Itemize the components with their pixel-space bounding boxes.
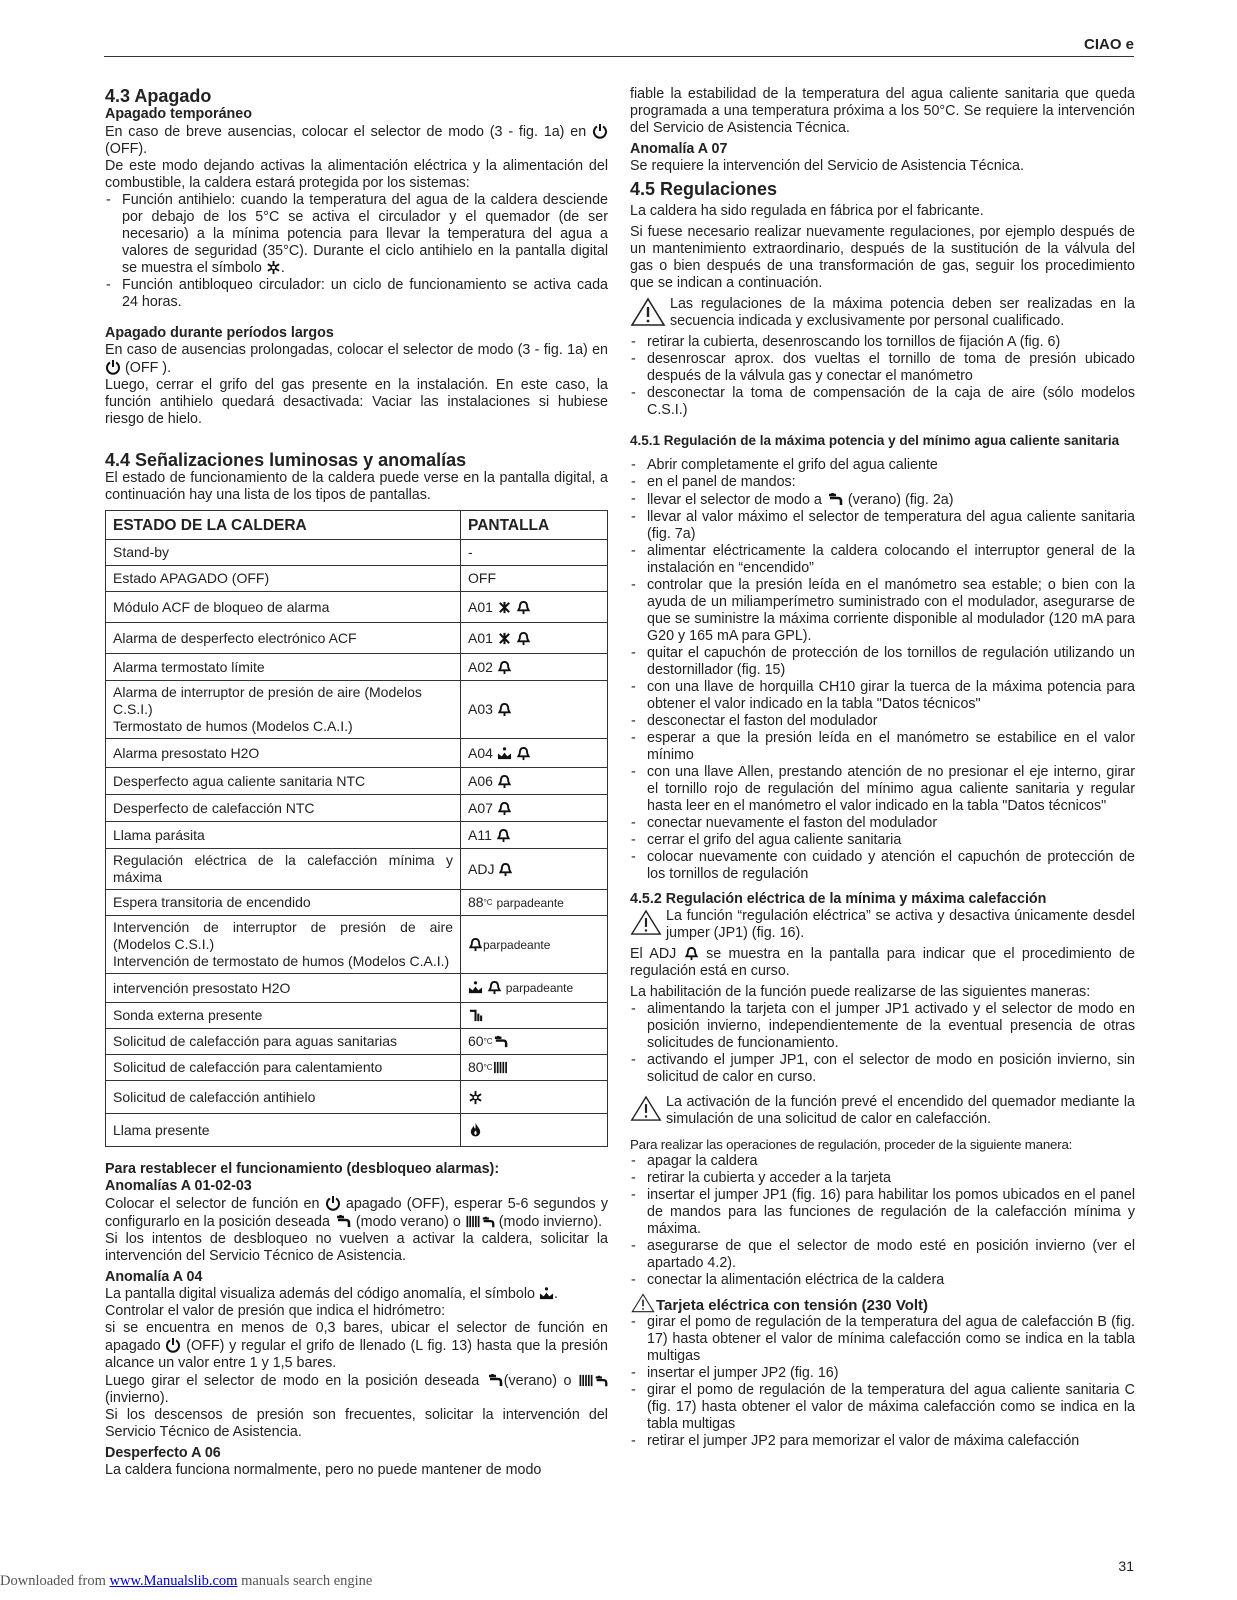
table-row: Alarma presostato H2O A04 — [106, 739, 608, 768]
section-4-4-title: 4.4 Señalizaciones luminosas y anomalías — [105, 450, 467, 470]
paragraph: La habilitación de la función puede realizarse de las siguientes maneras: — [630, 984, 1091, 1000]
tap-icon — [594, 1374, 608, 1388]
paragraph: Controlar el valor de presión que indica el hidrómetro: — [105, 1303, 446, 1319]
bell-icon — [516, 746, 531, 761]
list-item: - desconectar la toma de compensación de la caja de aire (sólo modelos C.S.I.) — [630, 385, 1135, 419]
warning-note: Las regulaciones de la máxima potencia deben ser realizadas en la secuencia indicada y exclusivamente por personal cualificado. — [630, 296, 1135, 330]
list-item: - conectar nuevamente el faston del modulador — [630, 815, 1135, 832]
bell-icon — [684, 946, 699, 961]
fan-alarm-icon — [497, 600, 512, 615]
list-item: - en el panel de mandos: — [630, 474, 1135, 491]
paragraph: si se encuentra en menos de 0,3 bares, ubicar el selector de función en apagado (OFF) y regular el grifo de llenado (L fig. 13) hasta que la presión alcance un valor entre 1 y 1,5 bares. — [105, 1320, 608, 1371]
list-item: - retirar la cubierta, desenroscando los tornillos de fijación A (fig. 6) — [630, 334, 1135, 351]
bell-icon — [497, 801, 512, 816]
list-item: - con una llave Allen, prestando atención de no presionar el eje interno, girar el tornillo rojo de regulación del mínimo agua caliente sanitaria y regular hasta leer en el manómetro el valor indicado en la tabla "Datos técnicos" — [630, 764, 1135, 815]
paragraph: La caldera funciona normalmente, pero no puede mantener de modo — [105, 1462, 542, 1478]
header-title: CIAO e — [1083, 36, 1134, 53]
snowflake-icon — [266, 260, 281, 275]
paragraph: El ADJ se muestra en la pantalla para indicar que el procedimiento de regulación está en curso. — [630, 946, 1135, 979]
list-item: - con una llave de horquilla CH10 girar la tuerca de la máxima potencia para obtener el valor indicado en la tabla "Datos técnicos" — [630, 679, 1135, 713]
radiator-icon — [465, 1214, 481, 1229]
tap-icon — [486, 1372, 504, 1388]
bell-icon — [468, 937, 483, 952]
list — [630, 1314, 1135, 1450]
list-item: - Función antihielo: cuando la temperatura del agua de la caldera desciende por debajo de los 5°C se activa el circulador y el quemador (de ser necesario) a la mínima potencia para llevar la temperatura del agua a valores de seguridad (35°C). Durante el ciclo antihielo en la pantalla digital se muestra el símbolo . — [105, 192, 608, 277]
left-column — [105, 86, 608, 1479]
list-item: - colocar nuevamente con cuidado y atención el capuchón de protección de los tornillos de regulación — [630, 849, 1135, 883]
bell-icon — [497, 702, 512, 717]
table-row: Alarma de interruptor de presión de aire (Modelos C.S.I.) Termostato de humos (Modelos C.A.I.) A03 — [106, 681, 608, 739]
bell-icon — [497, 660, 512, 675]
table-row: Solicitud de calefacción para calentamiento $80^{^\circ C}$ — [106, 1055, 608, 1081]
paragraph: Si los descensos de presión son frecuentes, solicitar la intervención del Servicio Técnico de Asistencia. — [105, 1407, 608, 1440]
list-item: - esperar a que la presión leída en el manómetro se estabilice en el valor mínimo — [630, 730, 1135, 764]
paragraph: En caso de breve ausencias, colocar el selector de modo (3 - fig. 1a) en (OFF). — [105, 123, 608, 158]
table-row: Solicitud de calefacción antihielo — [106, 1081, 608, 1114]
warning-note: La activación de la función prevé el encendido del quemador mediante la simulación de una solicitud de calor en calefacción. — [630, 1094, 1135, 1128]
column-header-pantalla: PANTALLA — [461, 511, 608, 540]
water-pressure-icon — [468, 980, 483, 995]
table-row: Espera transitoria de encendido $88^{^\circ C}$ parpadeante — [106, 890, 608, 916]
table-header-row — [106, 511, 608, 540]
bell-icon — [487, 980, 502, 995]
table-row: Llama parásita A11 — [106, 822, 608, 849]
desperfecto-a06-title: Desperfecto A 06 — [105, 1445, 221, 1461]
tap-icon — [493, 1034, 508, 1049]
list — [630, 1153, 1135, 1289]
list-item: - alimentar eléctricamente la caldera colocando el interruptor general de la instalación en “encendido” — [630, 543, 1135, 577]
list-item: - retirar la cubierta y acceder a la tarjeta — [630, 1170, 1135, 1187]
paragraph: Para realizar las operaciones de regulación, proceder de la siguiente manera: — [630, 1137, 1073, 1152]
table-row: Solicitud de calefacción para aguas sanitarias $60^{^\circ C}$ — [106, 1029, 608, 1055]
column-header-estado: ESTADO DE LA CALDERA — [106, 511, 461, 540]
paragraph: Colocar el selector de función en apagado (OFF), esperar 5-6 segundos y configurarlo en la posición deseada (modo verano) o (modo invierno). — [105, 1196, 608, 1230]
paragraph: fiable la estabilidad de la temperatura del agua caliente sanitaria que queda programada a una temperatura próxima a los 50°C. Se requiere la intervención del Servicio de Asistencia Técnica. — [630, 86, 1135, 136]
table-row: Alarma termostato límite A02 — [106, 654, 608, 681]
external-probe-icon — [468, 1008, 483, 1023]
table-row: Estado APAGADO (OFF) OFF — [106, 566, 608, 592]
list-item: - insertar el jumper JP1 (fig. 16) para habilitar los pomos ubicados en el panel de mandos para las funciones de regulación de la calefacción mínima y máxima. — [630, 1187, 1135, 1238]
table-row: Módulo ACF de bloqueo de alarma A01 — [106, 592, 608, 623]
table-row: Alarma de desperfecto electrónico ACF A01 — [106, 623, 608, 654]
bell-icon — [498, 862, 513, 877]
list-item: - Función antibloqueo circulador: un ciclo de funcionamiento se activa cada 24 horas. — [105, 277, 608, 311]
list-item: - controlar que la presión leída en el manómetro sea estable; o bien con la ayuda de un miliamperímetro suministrado con el modulador, asegurarse de que se suministre la máxima corriente disponible al modulador (120 mA para G20 y 165 mA para GPL). — [630, 577, 1135, 645]
list-item: - activando el jumper JP1, con el selector de modo en posición invierno, sin solicitud de calor en curso. — [630, 1052, 1135, 1086]
table-row: intervención presostato H2O parpadeante — [106, 974, 608, 1003]
anomalia-a07-title: Anomalía A 07 — [630, 141, 728, 157]
paragraph: Luego, cerrar el grifo del gas presente en la instalación. En este caso, la función antihielo quedará desactivada: Vaciar las instalaciones si hubiese riesgo de hielo. — [105, 377, 608, 427]
list-item: - cerrar el grifo del agua caliente sanitaria — [630, 832, 1135, 849]
reset-title: Para restablecer el funcionamiento (desbloqueo alarmas): — [105, 1161, 500, 1177]
list — [630, 457, 1135, 883]
table-row: Llama presente — [106, 1114, 608, 1147]
header-rule — [104, 56, 1134, 57]
table-row: Desperfecto agua caliente sanitaria NTC A06 — [106, 768, 608, 795]
list — [630, 334, 1135, 419]
paragraph: En caso de ausencias prolongadas, colocar el selector de modo (3 - fig. 1a) en (OFF ). — [105, 342, 608, 376]
manualslib-link[interactable]: www.Manualslib.com — [109, 1573, 238, 1589]
list-item: - conectar la alimentación eléctrica de la caldera — [630, 1272, 1135, 1289]
list-item: - retirar el jumper JP2 para memorizar el valor de máxima calefacción — [630, 1433, 1135, 1450]
subtitle-apagado-temporaneo: Apagado temporáneo — [105, 106, 252, 122]
fan-alarm-icon — [497, 631, 512, 646]
table-row: Desperfecto de calefacción NTC A07 — [106, 795, 608, 822]
list-item: - llevar el selector de modo a (verano) (fig. 2a) — [630, 491, 1135, 509]
list-item: - apagar la caldera — [630, 1153, 1135, 1170]
section-4-5-1-title: 4.5.1 Regulación de la máxima potencia y del mínimo agua caliente sanitaria — [630, 433, 1120, 448]
list-item: - desenroscar aprox. dos vueltas el tornillo de toma de presión ubicado después de la válvula gas y conectar el manómetro — [630, 351, 1135, 385]
radiator-icon — [578, 1373, 594, 1388]
anomalia-a04-title: Anomalía A 04 — [105, 1269, 203, 1285]
paragraph: La pantalla digital visualiza además del código anomalía, el símbolo . — [105, 1286, 558, 1302]
paragraph: El estado de funcionamiento de la caldera puede verse en la pantalla digital, a continuación hay una lista de los tipos de pantallas. — [105, 470, 608, 503]
paragraph: Luego girar el selector de modo en la posición deseada (verano) o (invierno). — [105, 1372, 608, 1407]
table-row: Regulación eléctrica de la calefacción mínima y máxima ADJ — [106, 849, 608, 890]
table-row: Stand-by - — [106, 540, 608, 566]
table-row: Sonda externa presente — [106, 1003, 608, 1029]
status-table — [105, 510, 608, 1147]
tap-icon — [826, 491, 844, 507]
warning-note: La función “regulación eléctrica” se activa y desactiva únicamente desdel jumper (JP1) (fig. 16). — [630, 908, 1135, 942]
water-pressure-icon — [497, 746, 512, 761]
section-4-3-title: 4.3 Apagado — [105, 86, 212, 106]
paragraph: Se requiere la intervención del Servicio de Asistencia Técnica. — [630, 158, 1024, 174]
warning-icon — [630, 297, 666, 327]
warning-icon — [630, 909, 662, 936]
bell-icon — [516, 600, 531, 615]
list-item: - insertar el jumper JP2 (fig. 16) — [630, 1365, 1135, 1382]
paragraph: La caldera ha sido regulada en fábrica por el fabricante. — [630, 203, 984, 219]
snowflake-icon — [468, 1090, 483, 1105]
list-item: - llevar al valor máximo el selector de temperatura del agua caliente sanitaria (fig. 7a) — [630, 509, 1135, 543]
paragraph: Si fuese necesario realizar nuevamente regulaciones, por ejemplo después de un mantenimiento extraordinario, después de la sustitución de la válvula del gas o bien después de una transformación de gas, seguir los procedimiento que se indican a continuación. — [630, 224, 1135, 291]
bell-icon — [496, 828, 511, 843]
subtitle-apagado-largos: Apagado durante períodos largos — [105, 325, 334, 341]
flame-icon — [468, 1121, 483, 1138]
paragraph: Si los intentos de desbloqueo no vuelven a activar la caldera, solicitar la intervención del Servicio Técnico de Asistencia. — [105, 1231, 608, 1264]
page-number: 31 — [1118, 1558, 1134, 1574]
download-footer: Downloaded from www.Manualslib.com manuals search engine — [0, 1573, 373, 1589]
power-icon — [165, 1337, 181, 1353]
table-row: Intervención de interruptor de presión de aire (Modelos C.S.I.) Intervención de termostato de humos (Modelos C.A.I.) parpadeante — [106, 916, 608, 974]
warning-icon — [630, 1095, 662, 1122]
anomalias-a01-title: Anomalías A 01-02-03 — [105, 1178, 252, 1194]
list-item: - asegurarse de que el selector de modo esté en posición invierno (ver el apartado 4.2). — [630, 1238, 1135, 1272]
tap-icon — [481, 1215, 495, 1229]
water-pressure-icon — [539, 1286, 554, 1301]
right-column — [630, 86, 1135, 1450]
paragraph: De este modo dejando activas la alimentación eléctrica y la alimentación del combustible, la caldera estará protegida por los sistemas: — [105, 158, 608, 191]
power-icon — [105, 359, 121, 375]
section-4-5-title: 4.5 Regulaciones — [630, 179, 778, 199]
bell-icon — [516, 631, 531, 646]
tension-title: Tarjeta eléctrica con tensión (230 Volt) — [630, 1293, 1135, 1314]
power-icon — [325, 1195, 341, 1211]
radiator-icon — [493, 1060, 508, 1075]
list — [630, 1001, 1135, 1086]
list-item: - desconectar el faston del modulador — [630, 713, 1135, 730]
list-item: - girar el pomo de regulación de la temperatura del agua de calefacción B (fig. 17) hasta obtener el valor de mínima calefacción como se indica en la tabla multigas — [630, 1314, 1135, 1365]
list-item: - alimentando la tarjeta con el jumper JP1 activado y el selector de modo en posición invierno, independientemente de la eventual presencia de otras solicitudes de funcionamiento. — [630, 1001, 1135, 1052]
list-item: - girar el pomo de regulación de la temperatura del agua caliente sanitaria C (fig. 17) hasta obtener el valor de máxima calefacción como se indica en la tabla multigas — [630, 1382, 1135, 1433]
list-item: - quitar el capuchón de protección de los tornillos de regulación utilizando un destornillador (fig. 15) — [630, 645, 1135, 679]
section-4-5-2-title: 4.5.2 Regulación eléctrica de la mínima y máxima calefacción — [630, 891, 1047, 907]
warning-icon — [630, 1293, 656, 1313]
power-icon — [592, 123, 608, 139]
tap-icon — [334, 1213, 352, 1229]
bell-icon — [497, 774, 512, 789]
list-item: - Abrir completamente el grifo del agua caliente — [630, 457, 1135, 474]
list — [105, 192, 608, 311]
